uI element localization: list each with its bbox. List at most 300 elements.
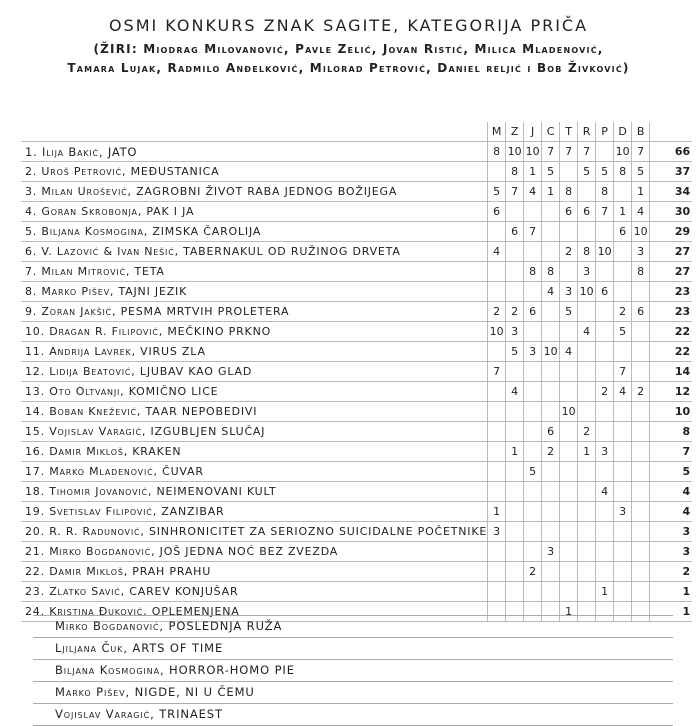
score-cell: 6 xyxy=(614,222,632,242)
score-cell: 1 xyxy=(542,182,560,202)
gap-cell xyxy=(650,542,665,562)
score-cell: 6 xyxy=(596,282,614,302)
score-cell xyxy=(524,422,542,442)
score-cell xyxy=(542,482,560,502)
total-score: 4 xyxy=(664,502,692,522)
score-cell: 10 xyxy=(542,342,560,362)
score-cell xyxy=(578,382,596,402)
score-cell xyxy=(596,502,614,522)
score-cell xyxy=(524,442,542,462)
score-cell: 8 xyxy=(614,162,632,182)
score-cell: 1 xyxy=(488,502,506,522)
score-cell xyxy=(524,542,542,562)
score-cell xyxy=(560,382,578,402)
score-cell: 2 xyxy=(488,302,506,322)
juror-column-header: R xyxy=(578,122,596,142)
score-cell: 4 xyxy=(488,242,506,262)
score-cell xyxy=(524,402,542,422)
score-cell xyxy=(506,262,524,282)
story-name: 18. Tihomir Jovanović, NEIMENOVANI KULT xyxy=(21,482,488,502)
score-cell xyxy=(524,242,542,262)
story-name: 10. Dragan R. Filipović, MEČKINO PRKNO xyxy=(21,322,488,342)
score-cell: 6 xyxy=(632,302,650,322)
score-cell: 6 xyxy=(488,202,506,222)
score-cell: 2 xyxy=(560,242,578,262)
score-cell xyxy=(506,402,524,422)
score-cell: 7 xyxy=(506,182,524,202)
score-cell xyxy=(578,402,596,422)
score-cell xyxy=(506,202,524,222)
score-cell xyxy=(488,382,506,402)
score-cell xyxy=(560,482,578,502)
story-name: 7. Milan Mitrović, TETA xyxy=(21,262,488,282)
other-entry: Mirko Bogdanović, POSLEDNJA RUŽA xyxy=(33,615,673,637)
story-name: 15. Vojislav Varagić, IZGUBLJEN SLUČAJ xyxy=(21,422,488,442)
score-cell xyxy=(614,542,632,562)
score-cell: 4 xyxy=(506,382,524,402)
other-entries-list xyxy=(33,615,673,726)
gap-cell xyxy=(650,182,665,202)
jury-line-1: (ŽIRI: Miodrag Milovanović, Pavle Zelić, Jovan Ristić, Milica Mladenović, xyxy=(93,42,604,56)
score-cell xyxy=(560,582,578,602)
score-cell: 1 xyxy=(632,182,650,202)
score-cell xyxy=(578,182,596,202)
score-cell: 5 xyxy=(560,302,578,322)
score-cell: 10 xyxy=(632,222,650,242)
header-name-cell xyxy=(21,122,488,142)
gap-cell xyxy=(650,302,665,322)
score-cell xyxy=(596,462,614,482)
total-score: 23 xyxy=(664,302,692,322)
score-cell xyxy=(560,422,578,442)
score-cell: 10 xyxy=(560,402,578,422)
score-cell xyxy=(632,442,650,462)
score-cell xyxy=(560,162,578,182)
table-row xyxy=(21,442,692,462)
score-cell xyxy=(632,522,650,542)
table-row xyxy=(21,542,692,562)
score-cell: 2 xyxy=(524,562,542,582)
score-cell: 3 xyxy=(596,442,614,462)
score-cell: 2 xyxy=(632,382,650,402)
score-cell xyxy=(506,542,524,562)
score-cell: 10 xyxy=(488,322,506,342)
gap-cell xyxy=(650,282,665,302)
total-score: 1 xyxy=(664,582,692,602)
gap-cell xyxy=(650,562,665,582)
total-score: 1 xyxy=(664,602,692,622)
juror-column-header: D xyxy=(614,122,632,142)
score-cell: 8 xyxy=(506,162,524,182)
gap-cell xyxy=(650,222,665,242)
score-cell xyxy=(632,402,650,422)
story-name: 19. Svetislav Filipović, ZANZIBAR xyxy=(21,502,488,522)
gap-cell xyxy=(650,462,665,482)
juror-column-header: M xyxy=(488,122,506,142)
score-cell: 1 xyxy=(596,582,614,602)
other-entry: Biljana Kosmogina, HORROR-HOMO PIE xyxy=(33,659,673,681)
gap-cell xyxy=(650,482,665,502)
total-score: 10 xyxy=(664,402,692,422)
score-cell: 3 xyxy=(578,262,596,282)
score-cell xyxy=(596,262,614,282)
score-cell xyxy=(596,142,614,162)
score-cell xyxy=(488,562,506,582)
total-score: 8 xyxy=(664,422,692,442)
score-cell: 6 xyxy=(506,222,524,242)
total-score: 5 xyxy=(664,462,692,482)
score-cell xyxy=(614,422,632,442)
table-row xyxy=(21,462,692,482)
score-cell xyxy=(632,482,650,502)
score-cell xyxy=(542,382,560,402)
story-name: 23. Zlatko Savić, CAREV KONJUŠAR xyxy=(21,582,488,602)
story-name: 11. Andrija Lavrek, VIRUS ZLA xyxy=(21,342,488,362)
total-score: 34 xyxy=(664,182,692,202)
score-cell xyxy=(560,322,578,342)
score-cell: 7 xyxy=(614,362,632,382)
juror-column-header: Z xyxy=(506,122,524,142)
score-cell: 6 xyxy=(578,202,596,222)
story-name: 5. Biljana Kosmogina, ZIMSKA ČAROLIJA xyxy=(21,222,488,242)
score-cell: 5 xyxy=(596,162,614,182)
score-cell xyxy=(542,322,560,342)
score-cell xyxy=(506,502,524,522)
total-score: 14 xyxy=(664,362,692,382)
score-cell xyxy=(560,542,578,562)
gap-cell xyxy=(650,262,665,282)
table-row xyxy=(21,522,692,542)
other-entry: Ljiljana Čuk, ARTS OF TIME xyxy=(33,637,673,659)
score-cell: 3 xyxy=(614,502,632,522)
total-score: 2 xyxy=(664,562,692,582)
total-score: 3 xyxy=(664,542,692,562)
gap-cell xyxy=(650,322,665,342)
gap-cell xyxy=(650,382,665,402)
score-cell xyxy=(488,262,506,282)
score-cell: 2 xyxy=(506,302,524,322)
story-name: 13. Oto Oltvanji, KOMIČNO LICE xyxy=(21,382,488,402)
score-cell xyxy=(524,382,542,402)
score-cell: 8 xyxy=(488,142,506,162)
score-cell xyxy=(488,442,506,462)
gap-cell xyxy=(650,342,665,362)
score-cell: 5 xyxy=(524,462,542,482)
gap-cell xyxy=(650,522,665,542)
other-entry: Marko Pišev, NIGDE, NI U ČEMU xyxy=(33,681,673,703)
score-cell: 10 xyxy=(524,142,542,162)
table-row xyxy=(21,142,692,162)
score-cell: 8 xyxy=(632,262,650,282)
gap-cell xyxy=(650,362,665,382)
score-cell xyxy=(524,482,542,502)
juror-column-header: B xyxy=(632,122,650,142)
score-cell: 7 xyxy=(524,222,542,242)
score-cell xyxy=(632,582,650,602)
score-cell xyxy=(542,502,560,522)
score-cell xyxy=(614,482,632,502)
score-cell xyxy=(488,282,506,302)
score-cell xyxy=(506,462,524,482)
score-cell: 4 xyxy=(524,182,542,202)
score-cell xyxy=(632,282,650,302)
gap-cell xyxy=(650,582,665,602)
score-cell xyxy=(614,182,632,202)
gap-cell xyxy=(650,142,665,162)
score-cell: 1 xyxy=(524,162,542,182)
score-cell xyxy=(488,542,506,562)
table-row xyxy=(21,502,692,522)
score-cell xyxy=(614,402,632,422)
score-cell: 1 xyxy=(560,602,578,622)
total-score: 22 xyxy=(664,322,692,342)
gap-cell xyxy=(650,202,665,222)
score-cell xyxy=(542,462,560,482)
score-cell xyxy=(596,222,614,242)
juror-column-header: T xyxy=(560,122,578,142)
score-cell xyxy=(632,342,650,362)
story-name: 20. R. R. Radunović, SINHRONICITET ZA SERIOZNO SUICIDALNE POČETNIKE xyxy=(21,522,488,542)
total-score: 66 xyxy=(664,142,692,162)
table-row xyxy=(21,322,692,342)
header-gap-cell xyxy=(650,122,665,142)
score-cell: 8 xyxy=(542,262,560,282)
score-cell: 3 xyxy=(542,542,560,562)
table-row xyxy=(21,282,692,302)
jury-line-2: Tamara Lujak, Radmilo Anđelković, Milorad Petrović, Daniel reljić i Bob Živković) xyxy=(67,61,630,75)
score-cell xyxy=(614,442,632,462)
table-header-row xyxy=(21,122,692,142)
score-cell: 7 xyxy=(578,142,596,162)
score-cell: 8 xyxy=(560,182,578,202)
score-cell xyxy=(542,522,560,542)
score-cell xyxy=(578,522,596,542)
score-cell: 5 xyxy=(632,162,650,182)
score-cell xyxy=(524,202,542,222)
table-row xyxy=(21,262,692,282)
gap-cell xyxy=(650,442,665,462)
story-name: 21. Mirko Bogdanović, JOŠ JEDNA NOĆ BEZ ZVEZDA xyxy=(21,542,488,562)
page-title: OSMI KONKURS ZNAK SAGITE, KATEGORIJA PRIČA xyxy=(108,16,589,35)
score-cell: 4 xyxy=(596,482,614,502)
score-cell xyxy=(578,562,596,582)
score-cell xyxy=(614,262,632,282)
score-cell xyxy=(560,362,578,382)
score-cell xyxy=(506,582,524,602)
score-cell xyxy=(560,462,578,482)
score-cell xyxy=(542,562,560,582)
score-cell xyxy=(524,522,542,542)
score-cell: 3 xyxy=(488,522,506,542)
story-name: 4. Goran Skrobonja, PAK I JA xyxy=(21,202,488,222)
score-cell xyxy=(506,242,524,262)
score-cell: 10 xyxy=(614,142,632,162)
total-score: 7 xyxy=(664,442,692,462)
score-cell xyxy=(506,362,524,382)
total-score: 30 xyxy=(664,202,692,222)
score-cell xyxy=(488,162,506,182)
score-cell: 5 xyxy=(506,342,524,362)
table-row xyxy=(21,182,692,202)
score-cell: 4 xyxy=(632,202,650,222)
score-cell: 4 xyxy=(614,382,632,402)
score-cell xyxy=(560,222,578,242)
score-cell xyxy=(542,402,560,422)
story-name: 8. Marko Pišev, TAJNI JEZIK xyxy=(21,282,488,302)
table-row xyxy=(21,202,692,222)
table-row xyxy=(21,362,692,382)
gap-cell xyxy=(650,242,665,262)
score-cell xyxy=(596,542,614,562)
total-score: 12 xyxy=(664,382,692,402)
table-row xyxy=(21,302,692,322)
story-name: 2. Uroš Petrović, MEĐUSTANICA xyxy=(21,162,488,182)
score-cell xyxy=(524,582,542,602)
score-cell xyxy=(542,582,560,602)
score-cell: 1 xyxy=(578,442,596,462)
total-score: 29 xyxy=(664,222,692,242)
juror-column-header: C xyxy=(542,122,560,142)
score-cell: 6 xyxy=(542,422,560,442)
score-cell xyxy=(578,342,596,362)
score-cell xyxy=(578,302,596,322)
table-row xyxy=(21,242,692,262)
juror-column-header: J xyxy=(524,122,542,142)
score-cell: 7 xyxy=(488,362,506,382)
score-cell: 5 xyxy=(614,322,632,342)
score-cell xyxy=(506,422,524,442)
score-cell xyxy=(596,362,614,382)
score-cell xyxy=(614,282,632,302)
score-cell xyxy=(524,322,542,342)
score-cell xyxy=(596,322,614,342)
score-cell: 4 xyxy=(578,322,596,342)
score-cell xyxy=(578,222,596,242)
score-cell: 7 xyxy=(596,202,614,222)
score-cell xyxy=(632,462,650,482)
score-cell xyxy=(596,422,614,442)
score-cell: 2 xyxy=(614,302,632,322)
total-score: 22 xyxy=(664,342,692,362)
score-cell xyxy=(542,362,560,382)
table-row xyxy=(21,582,692,602)
score-cell xyxy=(560,502,578,522)
story-name: 3. Milan Urošević, ZAGROBNI ŽIVOT RABA JEDNOG BOŽIJEGA xyxy=(21,182,488,202)
score-cell xyxy=(578,582,596,602)
table-row xyxy=(21,402,692,422)
story-name: 12. Lidija Beatović, LJUBAV KAO GLAD xyxy=(21,362,488,382)
score-cell xyxy=(596,302,614,322)
score-cell xyxy=(614,522,632,542)
total-score: 27 xyxy=(664,262,692,282)
score-cell xyxy=(614,582,632,602)
total-score: 27 xyxy=(664,242,692,262)
gap-cell xyxy=(650,502,665,522)
score-cell: 2 xyxy=(542,442,560,462)
story-name: 6. V. Lazović & Ivan Nešić, TABERNAKUL OD RUŽINOG DRVETA xyxy=(21,242,488,262)
score-cell: 2 xyxy=(596,382,614,402)
score-cell xyxy=(596,402,614,422)
score-cell xyxy=(524,502,542,522)
story-name: 24. Kristina Đuković, OPLEMENJENA xyxy=(21,602,488,622)
score-cell: 4 xyxy=(560,342,578,362)
score-cell xyxy=(524,282,542,302)
score-cell xyxy=(614,562,632,582)
score-cell: 3 xyxy=(506,322,524,342)
score-cell xyxy=(632,362,650,382)
story-name: 9. Zoran Jakšić, PESMA MRTVIH PROLETERA xyxy=(21,302,488,322)
score-cell xyxy=(542,202,560,222)
total-score: 3 xyxy=(664,522,692,542)
score-cell: 10 xyxy=(596,242,614,262)
score-cell xyxy=(488,422,506,442)
score-cell: 7 xyxy=(632,142,650,162)
score-cell: 5 xyxy=(488,182,506,202)
score-cell: 3 xyxy=(524,342,542,362)
score-cell xyxy=(506,482,524,502)
table-row xyxy=(21,162,692,182)
score-cell xyxy=(614,242,632,262)
score-cell: 10 xyxy=(506,142,524,162)
score-cell xyxy=(506,282,524,302)
score-cell xyxy=(560,522,578,542)
score-cell xyxy=(632,542,650,562)
story-name: 16. Damir Mikloš, KRAKEN xyxy=(21,442,488,462)
score-cell xyxy=(506,562,524,582)
score-cell xyxy=(542,222,560,242)
score-cell xyxy=(632,322,650,342)
score-cell: 7 xyxy=(542,142,560,162)
score-cell xyxy=(542,242,560,262)
score-cell: 6 xyxy=(560,202,578,222)
score-cell: 1 xyxy=(506,442,524,462)
header-total-cell xyxy=(664,122,692,142)
story-name: 1. Ilija Bakić, JATO xyxy=(21,142,488,162)
score-cell xyxy=(578,362,596,382)
score-cell xyxy=(524,362,542,382)
score-cell xyxy=(632,422,650,442)
story-name: 14. Boban Knežević, TAAR NEPOBEDIVI xyxy=(21,402,488,422)
score-cell: 5 xyxy=(578,162,596,182)
score-cell: 7 xyxy=(560,142,578,162)
total-score: 4 xyxy=(664,482,692,502)
total-score: 37 xyxy=(664,162,692,182)
gap-cell xyxy=(650,162,665,182)
score-cell: 10 xyxy=(578,282,596,302)
score-cell xyxy=(614,342,632,362)
score-cell: 3 xyxy=(632,242,650,262)
score-cell xyxy=(596,522,614,542)
score-cell xyxy=(488,582,506,602)
score-cell xyxy=(506,522,524,542)
table-row xyxy=(21,222,692,242)
score-cell xyxy=(632,502,650,522)
score-cell xyxy=(542,302,560,322)
score-cell: 8 xyxy=(596,182,614,202)
story-name: 22. Damir Mikloš, PRAH PRAHU xyxy=(21,562,488,582)
score-cell xyxy=(632,562,650,582)
table-row xyxy=(21,342,692,362)
juror-column-header: P xyxy=(596,122,614,142)
score-cell xyxy=(578,502,596,522)
score-cell xyxy=(488,482,506,502)
score-cell xyxy=(578,542,596,562)
score-cell xyxy=(596,562,614,582)
gap-cell xyxy=(650,402,665,422)
table-row xyxy=(21,422,692,442)
score-cell xyxy=(488,222,506,242)
table-row xyxy=(21,562,692,582)
